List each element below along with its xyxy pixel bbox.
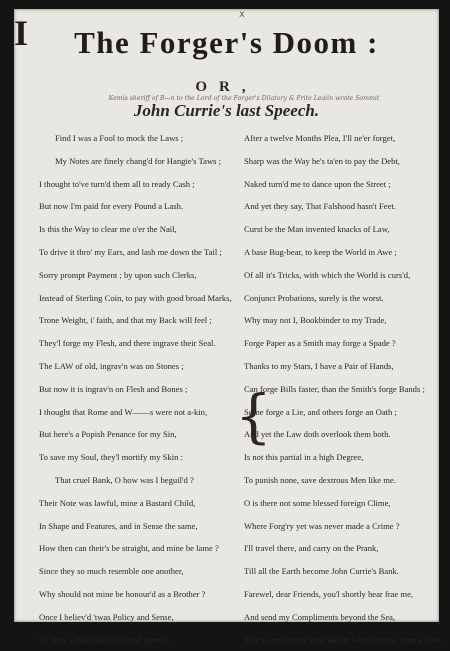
verse-line: And yet the Law doth overlook them both.	[244, 429, 391, 440]
verse-line: I thought that Rome and W——s were not a-kin,	[39, 406, 208, 417]
verse-line: Their Note was lawful, mine a Bastard Child,	[39, 497, 196, 508]
verse-line: They'l forge my Flesh, and there ingrave their Seal.	[39, 338, 216, 349]
verse-line: That ye may drink their Health who send me from a Tree.	[244, 634, 443, 645]
verse-line: Naked turn'd me to dance upon the Street ;	[244, 178, 391, 189]
verse-line: How then can their's be straight, and mine be lame ?	[39, 543, 219, 554]
verse-line: Till all the Earth become John Currie's Bank.	[244, 566, 399, 577]
corner-mark: x	[239, 9, 245, 20]
handwritten-annotation: Kemis sheriff of B—n to the Lord of the Forger's Dilatory & Frite Leaiin wrote Sommit	[108, 95, 380, 102]
verse-line: Since they so much resemble one another,	[39, 566, 184, 577]
drop-cap: I	[14, 13, 29, 53]
verse-line: To save my Soul, they'l mortify my Skin :	[39, 452, 183, 463]
verse-line: But here's a Popish Penance for my Sin,	[39, 429, 177, 440]
subtitle: John Currie's last Speech.	[133, 101, 320, 120]
verse-line: Why should not mine be honour'd as a Brother ?	[39, 588, 206, 599]
title-or: OR,	[195, 79, 258, 95]
broadside-sheet	[14, 9, 443, 645]
verse-line: Forge Paper as a Smith may forge a Spade ?	[244, 338, 396, 349]
verse-line: And yet they say, That Falshood hasn't Feet.	[244, 201, 396, 212]
verse-line: That cruel Bank, O how was I beguil'd ?	[55, 474, 194, 485]
verse-line: And send my Compliments beyond the Sea,	[244, 611, 396, 622]
verse-line: I'll travel there, and carry on the Prank,	[244, 543, 379, 554]
verse-line: O is there not some blessed foreign Clime,	[244, 497, 391, 508]
poem-column-left	[34, 127, 238, 651]
verse-line: A base Bug-bear, to keep the World in Awe ;	[244, 246, 397, 257]
verse-line: After a twelve Months Plea, I'll ne'er forget,	[244, 133, 396, 143]
verse-line: My Notes are finely chang'd for Hangie's Taws ;	[55, 155, 222, 166]
verse-line: To draw a daily Bill on David Spence.	[39, 634, 171, 645]
verse-line: Where Forg'ry yet was never made a Crime ?	[244, 520, 400, 531]
verse-line: Conjunct Probations, surely is the worst.	[244, 292, 384, 303]
verse-line: Sharp was the Way he's ta'en to pay the Debt,	[244, 155, 400, 166]
poem-column-right	[244, 127, 443, 651]
brace-mark: {	[235, 382, 272, 450]
verse-line: Is this the Way to clear me o'er the Nail,	[39, 224, 177, 235]
verse-line: To punish none, save dextrous Men like me.	[244, 474, 396, 485]
verse-line: Can forge Bills faster, than the Smith's forge Bands ;	[244, 383, 425, 394]
verse-line: Sorry prompt Payment ; by upon such Clerks,	[39, 269, 197, 280]
verse-line: Why may not I, Bookbinder to my Trade,	[244, 315, 387, 326]
verse-line: In Shape and Features, and in Sense the same,	[39, 520, 198, 531]
verse-line: I thought to've turn'd them all to ready Cash ;	[39, 178, 195, 189]
verse-line: But now it is ingrav'n on Flesh and Bones ;	[39, 383, 188, 394]
verse-line: Farewel, dear Friends, you'l shortly hear frae me,	[244, 588, 414, 599]
verse-line: Instead of Sterling Coin, to pay with good broad Marks,	[39, 292, 232, 303]
verse-line: But now I'm paid for every Pound a Lash.	[39, 201, 184, 212]
verse-line: Find I was a Fool to mock the Laws ;	[55, 133, 184, 143]
verse-line: Thanks to my Stars, I have a Pair of Hands,	[244, 360, 394, 371]
verse-line: Some forge a Lie, and others forge an Oath ;	[244, 406, 397, 417]
verse-line: Curst be the Man invented knacks of Law,	[244, 224, 390, 235]
page-title: The Forger's Doom :	[74, 25, 379, 60]
verse-line: To drive it thro' my Ears, and lash me down the Tail ;	[39, 246, 222, 257]
verse-line: Trone Weight, i' faith, and that my Back will feel ;	[39, 315, 212, 326]
verse-line: The LAW of old, ingrav'n was on Stones ;	[39, 360, 184, 371]
verse-line: Is not this partial in a high Degree,	[244, 452, 364, 463]
verse-line: Of all it's Tricks, with which the World is curs'd,	[244, 269, 411, 280]
verse-line: Once I believ'd 'twas Policy and Sense,	[39, 611, 174, 622]
